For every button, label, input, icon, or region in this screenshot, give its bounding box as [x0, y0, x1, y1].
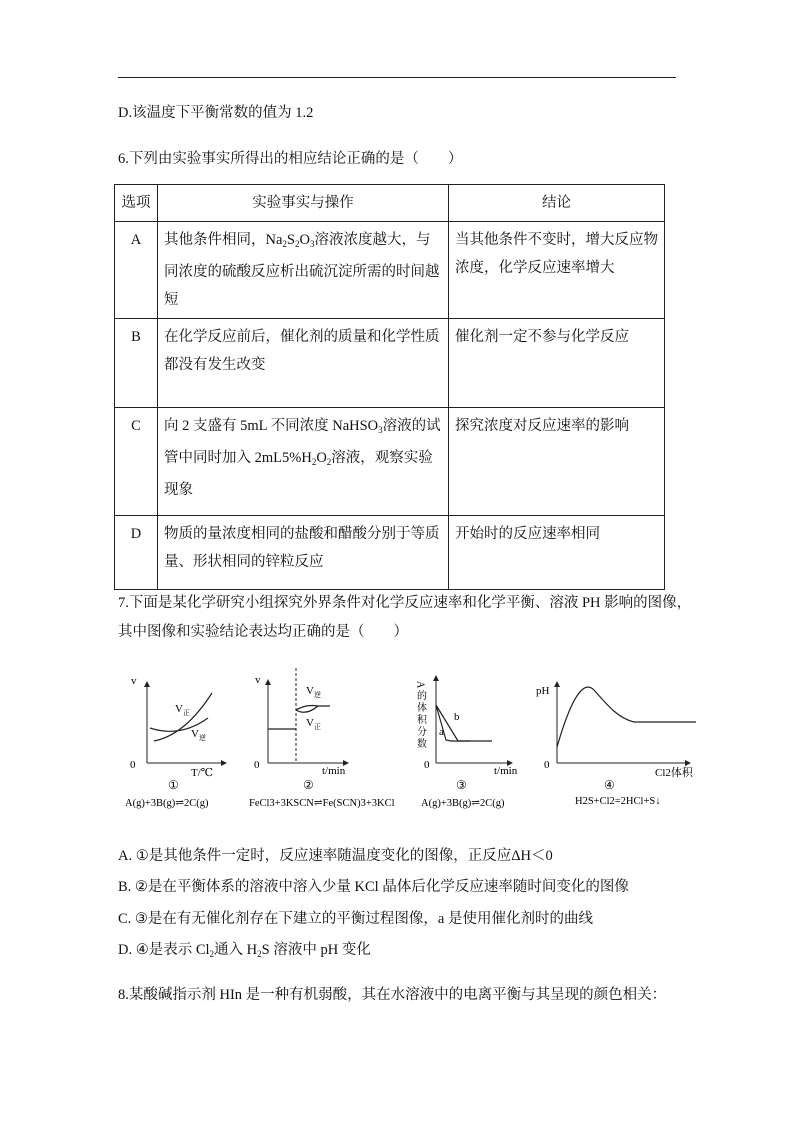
row-option: B	[115, 319, 158, 408]
graph2-y-label: v	[255, 674, 261, 686]
graph1-equation: A(g)+3B(g)⇌2C(g)	[125, 798, 209, 809]
graph3-number: ③	[456, 778, 467, 792]
graph4-ph-curve	[557, 687, 696, 747]
row-fact: 其他条件相同，$Na_2S_2O_3$溶液浓度越大，与同浓度的硫酸反应析出硫沉淀所需的时间越短	[158, 222, 449, 319]
row-option: C	[115, 408, 158, 516]
graph-3	[415, 676, 518, 809]
q7-question-line1: 7.下面是某化学研究小组探究外界条件对化学反应速率和化学平衡、溶液 PH 影响的图像，	[118, 595, 692, 611]
q6-question: 6.下列由实验事实所得出的相应结论正确的是（ ）	[118, 151, 463, 167]
row-option: D	[115, 516, 158, 590]
header-conclusion: 结论	[449, 185, 665, 222]
graph3-y-label: A的体积分数	[414, 681, 426, 751]
graph-4	[536, 682, 696, 807]
graph-2	[249, 668, 395, 809]
q5-option-d: D.该温度下平衡常数的值为 1.2	[118, 105, 314, 121]
graph2-curve1-label: $V_逆$	[306, 685, 321, 699]
graph4-origin: 0	[544, 759, 550, 771]
graph4-number: ④	[604, 778, 615, 792]
graph2-curve2-label: $V_正$	[306, 717, 321, 731]
graph1-origin: 0	[130, 759, 136, 771]
graph2-origin: 0	[254, 759, 260, 771]
row-option: A	[115, 222, 158, 319]
row-conclusion: 当其他条件不变时，增大反应物浓度，化学反应速率增大	[449, 222, 665, 319]
graph2-number: ②	[303, 778, 314, 792]
graph1-y-label: v	[131, 675, 137, 687]
q7-option-a: A. ①是其他条件一定时，反应速率随温度变化的图像，正反应ΔH＜0	[118, 848, 553, 864]
graph2-equation: FeCl3+3KSCN⇌Fe(SCN)3+3KCl	[249, 798, 395, 809]
graph1-curve1-label: $V_正$	[175, 703, 190, 717]
graph3-curve-a-label: a	[439, 726, 444, 738]
header-option: 选项	[115, 185, 158, 222]
q7-option-b: B. ②是在平衡体系的溶液中溶入少量 KCl 晶体后化学反应速率随时间变化的图像	[118, 879, 629, 895]
graph1-curve2-label: $V_逆$	[191, 728, 206, 742]
row-fact: 物质的量浓度相同的盐酸和醋酸分别于等质量、形状相同的锌粒反应	[158, 516, 449, 590]
graph4-y-label: pH	[536, 685, 550, 697]
row-conclusion: 催化剂一定不参与化学反应	[449, 319, 665, 408]
graph1-x-label: T/℃	[191, 767, 214, 779]
q7-question-line2: 其中图像和实验结论表达均正确的是（ ）	[118, 624, 408, 640]
graph2-x-label: t/min	[322, 765, 346, 777]
graph3-x-label: t/min	[494, 765, 518, 777]
q7-option-c: C. ③是在有无催化剂存在下建立的平衡过程图像，a 是使用催化剂时的曲线	[118, 911, 593, 927]
graph2-curve-forward	[296, 706, 318, 712]
graph4-equation: H2S+Cl2=2HCl+S↓	[575, 796, 661, 807]
graph3-curve-b-label: b	[454, 711, 460, 723]
q8-question: 8.某酸碱指示剂 HIn 是一种有机弱酸，其在水溶液中的电离平衡与其呈现的颜色相关：	[118, 987, 667, 1003]
graph1-number: ①	[168, 778, 179, 792]
row-conclusion: 探究浓度对反应速率的影响	[449, 408, 665, 516]
q7-option-d: D. ④是表示 $Cl_2$通入 $H_2S$ 溶液中 pH 变化	[118, 942, 371, 959]
graph4-x-label: Cl2体积	[655, 767, 693, 779]
row-conclusion: 开始时的反应速率相同	[449, 516, 665, 590]
graph-1	[125, 675, 226, 809]
graph3-origin: 0	[424, 759, 430, 771]
row-fact: 在化学反应前后，催化剂的质量和化学性质都没有发生改变	[158, 319, 449, 408]
graph3-equation: A(g)+3B(g)⇌2C(g)	[421, 798, 505, 809]
row-fact: 向 2 支盛有 5mL 不同浓度 NaHSO$_3$溶液的试管中同时加入 $2mL5\%H_2O_2$溶液，观察实验现象	[158, 408, 449, 516]
header-fact: 实验事实与操作	[158, 185, 449, 222]
